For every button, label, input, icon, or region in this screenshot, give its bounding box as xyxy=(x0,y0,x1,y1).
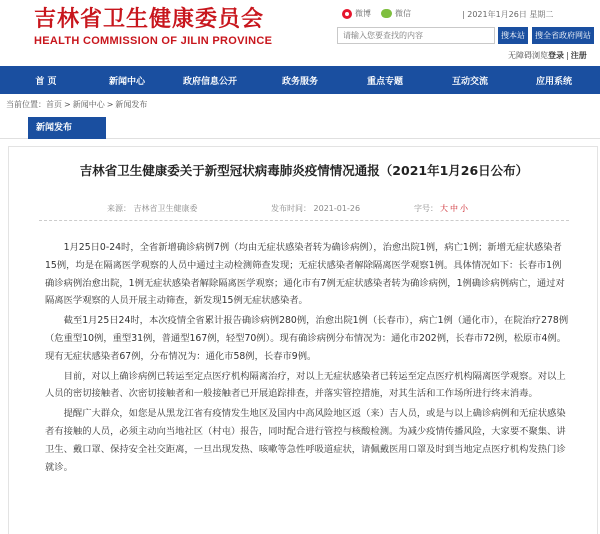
font-size-label: 字号： xyxy=(414,204,438,213)
article-paragraph: 截至1月25日24时，本次疫情全省累计报告确诊病例280例，治愈出院1例（长春市），病亡1例（通化市），在院治疗278例（危重型10例，重型31例，普通型167例，轻型70例）。现有确诊病例分布情况为：通化市202例，长春市72例，松原市4例。现有无症状感染者67例，分布情况为：通化市58例，长春市9例。 xyxy=(45,315,569,362)
login-link[interactable]: 登录 xyxy=(548,51,564,60)
nav-home[interactable]: 首 页 xyxy=(35,76,57,87)
section-tab-bar xyxy=(0,117,600,139)
header-tools xyxy=(508,50,587,61)
tab-news-release[interactable]: 新闻发布 xyxy=(28,117,106,139)
article-paragraph: 提醒广大群众，如您是从黑龙江省有疫情发生地区及国内中高风险地区返（来）吉人员，或是与以上确诊病例和无症状感染者有接触的人员，必须主动向当地社区（村屯）报告，同时配合进行管控与核酸检测。为减少疫情传播风险，大家要不聚集、讲卫生、戴口罩、保持安全社交距离，一旦出现发热、咳嗽等急性呼吸道症状，请佩戴医用口罩及时到当地定点医疗机构发热门诊就诊。 xyxy=(45,408,566,473)
breadcrumb-news-center[interactable]: 新闻中心 xyxy=(72,100,105,109)
breadcrumb xyxy=(6,99,149,110)
meta-divider xyxy=(39,220,569,221)
font-size-control xyxy=(414,203,468,214)
article-source: 来源： 吉林省卫生健康委 xyxy=(107,204,198,213)
wechat-icon xyxy=(381,9,392,18)
register-link[interactable]: 注册 xyxy=(570,51,587,60)
font-size-small[interactable]: 小 xyxy=(460,204,468,213)
social-links xyxy=(342,8,421,19)
search-input[interactable] xyxy=(337,27,495,44)
article-title: 吉林省卫生健康委关于新型冠状病毒肺炎疫情情况通报（2021年1月26日公布） xyxy=(79,163,529,178)
site-logo-en[interactable]: HEALTH COMMISSION OF JILIN PROVINCE xyxy=(34,35,273,47)
article-paragraph: 目前，对以上确诊病例已转运至定点医疗机构隔离治疗，对以上无症状感染者已转运至定点医疗机构隔离医学观察。对以上人员的密切接触者、次密切接触者和一般接触者已开展追踪排查，并落实管控措施，对其生活和工作场所进行终末消毒。 xyxy=(45,370,566,400)
breadcrumb-sep: > xyxy=(64,100,71,109)
tools-separator: | xyxy=(566,51,569,60)
article-paragraph: 1月25日0-24时，全省新增确诊病例7例（均由无症状感染者转为确诊病例），治愈出院1例，病亡1例；新增无症状感染者15例，均是在隔离医学观察的人员中通过主动检测筛查发现；无症状感染者解除隔离医学观察1例。具体情况如下：长春市1例确诊病例治愈出院，1例无症状感染者解除隔离医学观察；通化市有7例无症状感染者转为确诊病例，1例确诊病例病亡，通过对隔离医学观察的人员开展主动筛查，新发现15例无症状感染者。 xyxy=(45,242,565,307)
weibo-link[interactable] xyxy=(342,8,371,19)
article-publish-time: 发布时间： 2021-01-26 xyxy=(271,204,361,213)
nav-services[interactable]: 政务服务 xyxy=(281,76,318,87)
wechat-link[interactable] xyxy=(381,8,411,19)
breadcrumb-sep: > xyxy=(106,100,114,109)
wechat-label: 微信 xyxy=(395,9,411,18)
article-container xyxy=(8,146,598,534)
barrier-free-link[interactable]: 无障碍浏览 xyxy=(508,51,548,60)
search-site-button[interactable]: 搜本站 xyxy=(498,27,528,44)
weibo-label: 微博 xyxy=(355,9,371,18)
font-size-medium[interactable]: 中 xyxy=(450,204,458,213)
nav-apps[interactable]: 应用系统 xyxy=(535,76,572,87)
site-header xyxy=(0,0,600,66)
search-all-button[interactable]: 搜全省政府网站 xyxy=(532,27,594,44)
nav-topics[interactable]: 重点专题 xyxy=(366,76,403,87)
site-logo-cn[interactable]: 吉林省卫生健康委员会 xyxy=(34,6,265,32)
nav-interaction[interactable]: 互动交流 xyxy=(451,76,488,87)
font-size-large[interactable]: 大 xyxy=(440,204,448,213)
main-nav xyxy=(0,66,600,94)
weibo-icon xyxy=(342,9,352,19)
breadcrumb-home[interactable]: 当前位置：首页 xyxy=(6,100,62,109)
article-body xyxy=(45,239,569,478)
nav-gov-info[interactable]: 政府信息公开 xyxy=(182,76,237,87)
breadcrumb-news-release[interactable]: 新闻发布 xyxy=(115,100,148,109)
current-date: | 2021年1月26日 星期二 xyxy=(462,10,554,19)
nav-news[interactable]: 新闻中心 xyxy=(108,76,145,87)
